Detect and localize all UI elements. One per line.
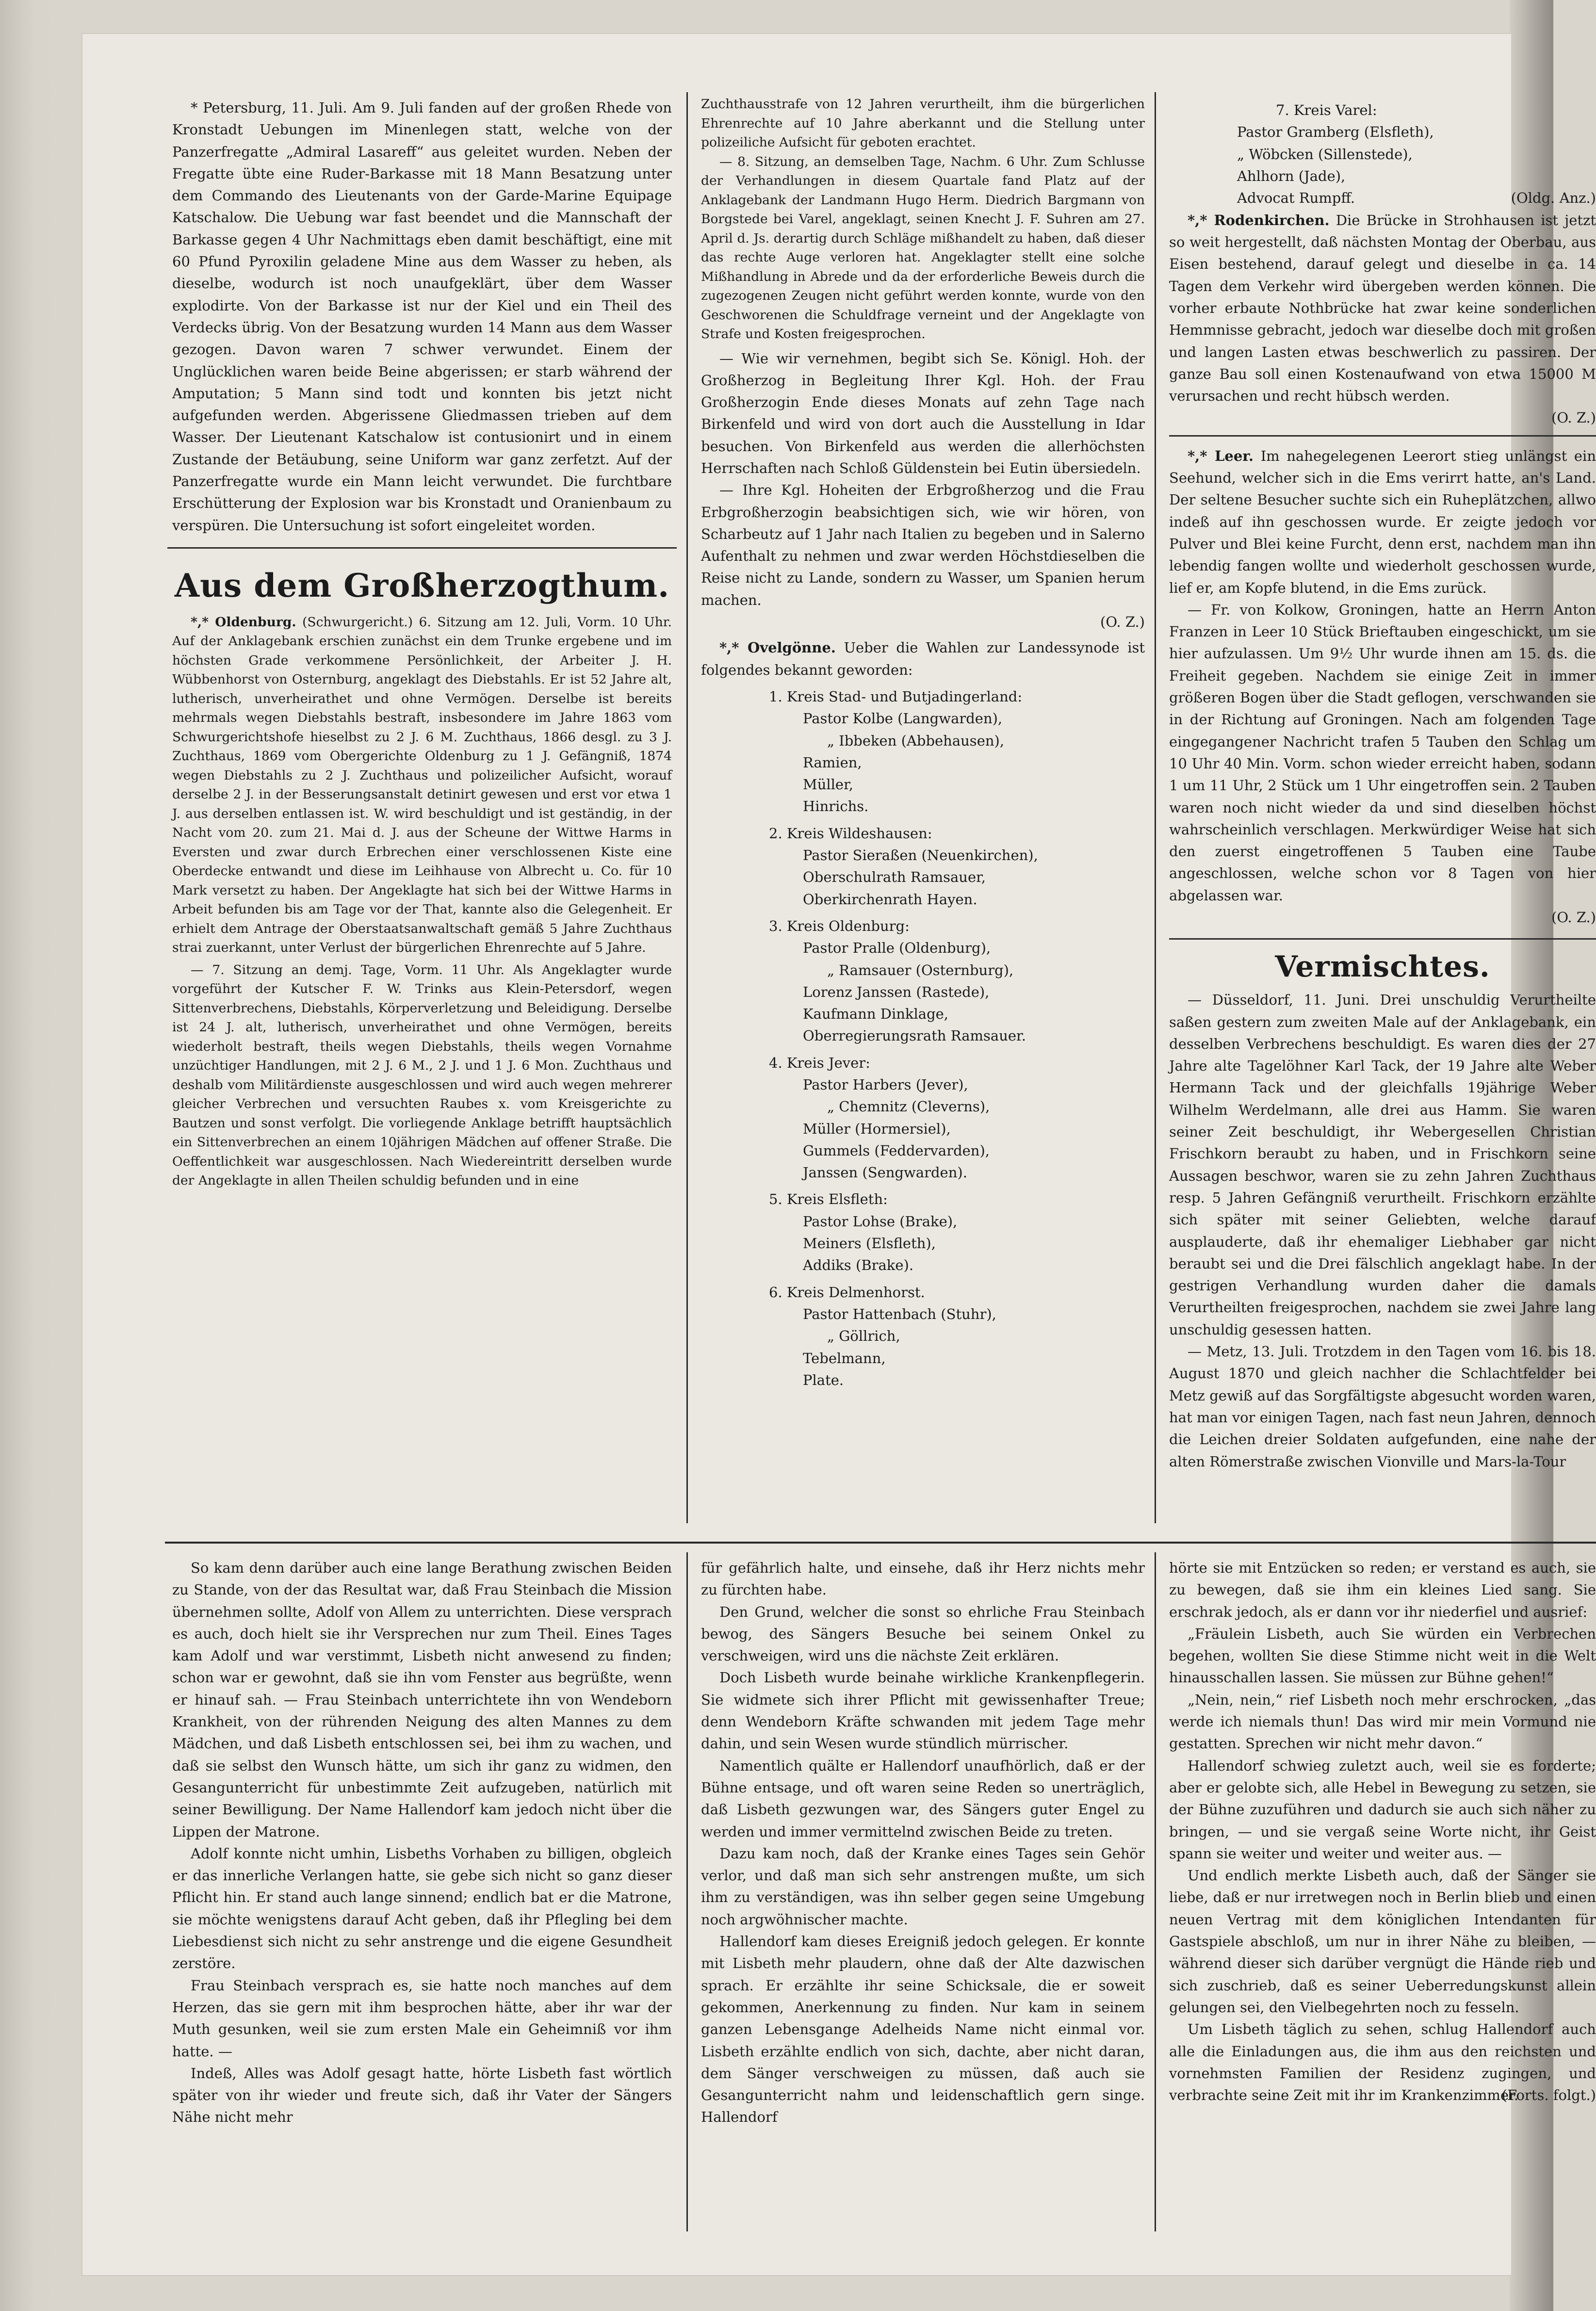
article-grossherzog: — Wie wir vernehmen, begibt sich Se. Königl. Hoh. der Großherzog in Begleitung Ihrer Kgl. Hoh. der Frau Großherzogin Ende dieses Monats auf zehn Tage nach Birkenfeld und wird von dort auch die Ausstellung in Idar besuchen. Von Birkenfeld aus werden die allerhöchsten Herrschaften nach Schloß Güldenstein bei Eutin übersiedeln. [701, 350, 1145, 476]
candidate-name: „ Chemnitz (Cleverns), [827, 1098, 990, 1115]
candidate-name: „ Ibbeken (Abbehausen), [827, 732, 1005, 749]
candidate-name: Müller, [803, 776, 853, 793]
section-heading-vermischtes: Vermischtes. [1275, 950, 1490, 984]
kreis-heading: 4. Kreis Jever: [769, 1054, 870, 1071]
candidate-name: Pastor Hattenbach (Stuhr), [803, 1305, 996, 1322]
feuilleton-paragraph: Namentlich quälte er Hallendorf unaufhörlich, daß er der Bühne entsage, und oft waren seine Reden so unerträglich, daß Lisbeth gezwungen war, des Sängers guter Engel zu werden und immer vermittelnd zwischen Beide zu treten. [701, 1757, 1145, 1840]
election-list [701, 686, 1145, 1391]
rodenkirchen-text: Die Brücke in Strohhausen ist jetzt so weit hergestellt, daß nächsten Montag der Oberbau, aus Eisen bestehend, darauf gelegt und dieselbe in ca. 14 Tagen dem Verkehr wird übergeben werden können. Die vorher erbaute Nothbrücke hat zwar keine sonderlichen Hemmnisse gebracht, jedoch war dieselbe doch mit großen und langen Lasten etwas beschwerlich zu passiren. Der ganze Bau soll einen Kostenaufwand von etwa 15000 M verursachen und recht hübsch werden. [1169, 212, 1596, 405]
candidate-name: Addiks (Brake). [803, 1257, 914, 1274]
source-signature: (O. Z.) [1551, 409, 1596, 426]
article-sitzung-7: — 7. Sitzung an demj. Tage, Vorm. 11 Uhr. Als Angeklagter wurde vorgeführt der Kutscher F. W. Trinks aus Klein-Petersdorf, wegen Sittenverbrechens, Diebstahls, Körperverletzung und Beleidigung. Derselbe ist 24 J. alt, lutherisch, unverheirathet und ohne Vermögen, bereits wiederholt bestraft, theils wegen Diebstahls, theils wegen Vornahme unzüchtiger Handlungen, mit 2 J. 6 M., 2 J. und 1 J. 6 Mon. Zuchthaus und deshalb vom Militärdienste ausgeschlossen und wird auch wegen mehrerer gleicher Verbrechen und versuchten Raubes x. vom Kreisgerichte zu Bautzen und sonst verfolgt. Die vorliegende Anklage betrifft hauptsächlich ein Sittenverbrechen an einem 10jährigen Mädchen auf offener Straße. Die Oeffentlichkeit war ausgeschlossen. Nach Wiedereintritt derselben wurde der Angeklagte in allen Theilen schuldig befunden und in eine [172, 962, 672, 1188]
candidate-name: Pastor Sieraßen (Neuenkirchen), [803, 847, 1038, 864]
article-oldenburg [172, 613, 672, 1190]
candidate-name: Pastor Gramberg (Elsfleth), [1237, 124, 1434, 141]
candidate-name: Advocat Rumpff. [1237, 190, 1355, 207]
article-continuation: Zuchthausstrafe von 12 Jahren verurtheilt, ihm die bürgerlichen Ehrenrechte auf 10 Jahre aberkannt und die Stellung unter polizeiliche Aufsicht für geboten erachtet. [701, 97, 1145, 150]
feuilleton-paragraph: Doch Lisbeth wurde beinahe wirkliche Krankenpflegerin. Sie widmete sich ihrer Pflicht mit gewissenhafter Treue; denn Wendeborn Kräfte schwanden mit jedem Tage mehr dahin, und sein Wesen wurde stündlich mürrischer. [701, 1669, 1145, 1752]
article-rule [1169, 435, 1596, 437]
feuilleton-paragraph: Hallendorf kam dieses Ereigniß jedoch gelegen. Er konnte mit Lisbeth mehr plaudern, ohne daß der Alte dazwischen sprach. Er erzählte ihr seine Schicksale, die er soweit gekommen, Anerkennung zu finden. Nur kam in seinem ganzen Lebensgange Adelheids Name nicht einmal vor. Lisbeth erzählte endlich von sich, dachte, aber nicht daran, dem Sänger verschweigen zu müssen, daß auch sie Gesangunterricht nahm und leidenschaftlich gern singe. Hallendorf [701, 1933, 1145, 2126]
candidate-name: „ Göllrich, [827, 1328, 900, 1345]
candidate-name: „ Ramsauer (Osternburg), [827, 961, 1014, 978]
feuilleton-paragraph: „Nein, nein,“ rief Lisbeth noch mehr erschrocken, „das werde ich niemals thun! Das wird mir mein Vormund nie gestatten. Sprechen wir nicht mehr davon.“ [1169, 1691, 1596, 1752]
dateline-oldenburg: *,* Oldenburg. [191, 614, 296, 630]
source-signature: (O. Z.) [1551, 909, 1596, 926]
article-metz: — Metz, 13. Juli. Trotzdem in den Tagen vom 16. bis 18. August 1870 und gleich nachher die Schlachtfelder bei Metz gewiß auf das Sorgfältigste abgesucht worden waren, hat man vor einigen Tagen, nach fast neun Jahren, dennoch die Leichen dreier Soldaten aufgefunden, eine nahe der alten Römerstraße zwischen Vionville und Mars-la-Tour [1169, 1343, 1596, 1470]
candidate-name: Pastor Lohse (Brake), [803, 1213, 958, 1230]
feuilleton-rule-2 [1155, 1552, 1156, 2231]
article-petersburg: * Petersburg, 11. Juli. Am 9. Juli fanden auf der großen Rhede von Kronstadt Uebungen im Minenlegen statt, welche von der Panzerfregatte „Admiral Lasareff“ aus geleitet wurden. Neben der Fregatte übte eine Ruder-Barkasse mit 18 Mann Besatzung unter dem Commando des Lieutenants von der Garde-Marine Equipage Katschalow. Die Uebung war fast beendet und die Mannschaft der Barkasse gegen 4 Uhr Nachmittags eben damit beschäftigt, eine mit 60 Pfund Pyroxilin geladene Mine aus dem Wasser zu heben, als dieselbe, wodurch ist noch unaufgeklärt, über dem Wasser explodirte. Von der Barkasse ist nur der Kiel und ein Theil des Verdecks übrig. Von der Besatzung wurden 14 Mann aus dem Wasser gezogen. Davon waren 7 schwer verwundet. Einem der Unglücklichen waren beide Beine abgerissen; er starb während der Amputation; 5 Mann sind todt und konnten bis jetzt nicht aufgefunden werden. Abgerissene Gliedmassen trieben auf dem Wasser. Der Lieutenant Katschalow ist contusionirt und in einem Zustande der Betäubung, seine Uniform war ganz zerfetzt. Auf der Panzerfregatte wurde ein Mann leicht verwundet. Die furchtbare Erschütterung der Explosion war bis Kronstadt und Oranienbaum zu verspüren. Die Untersuchung ist sofort eingeleitet worden. [172, 99, 672, 534]
source-signature: (O. Z.) [1100, 614, 1145, 631]
feuilleton-paragraph: Den Grund, welcher die sonst so ehrliche Frau Steinbach bewog, des Sängers Besuche bei seinem Onkel zu verschweigen, wird uns die nächste Zeit erklären. [701, 1603, 1145, 1664]
continuation-note: (Forts. folgt.) [1501, 2087, 1596, 2104]
kreis-heading: 5. Kreis Elsfleth: [769, 1191, 888, 1208]
feuilleton-column-2 [701, 1557, 1145, 2236]
feuilleton-column-3 [1169, 1557, 1596, 2236]
candidate-name: Oberschulrath Ramsauer, [803, 869, 986, 886]
book-spine [0, 0, 58, 2311]
article-sitzung-8: — 8. Sitzung, an demselben Tage, Nachm. 6 Uhr. Zum Schlusse der Verhandlungen in diesem Quartale fand Platz auf der Anklagebank der Landmann Hugo Herm. Diedrich Bargmann von Borgstede bei Varel, angeklagt, seinen Knecht J. F. Suhren am 27. April d. Js. derartig durch Schläge mißhandelt zu haben, daß dieser das rechte Auge verloren hat. Angeklagter stellt eine solche Mißhandlung in Abrede und da der erforderliche Beweis durch die zugezogenen Zeugen nicht geführt werden konnte, wurde von den Geschworenen die Schuldfrage verneint und der Angeklagte von Strafe und Kosten freigesprochen. [701, 154, 1145, 342]
feuilleton-column-1 [172, 1557, 672, 2236]
candidate-name: Ahlhorn (Jade), [1237, 167, 1346, 184]
candidate-name: Gummels (Feddervarden), [803, 1142, 990, 1159]
kreis-heading: 1. Kreis Stad- und Butjadingerland: [769, 688, 1023, 705]
candidate-name: Oberkirchenrath Hayen. [803, 891, 977, 908]
column-rule-1 [686, 92, 688, 1523]
feuilleton-rule [165, 1542, 1596, 1544]
candidate-name: Oberregierungsrath Ramsauer. [803, 1027, 1026, 1044]
feuilleton-paragraph: Hallendorf schwieg zuletzt auch, weil sie es forderte; aber er gelobte sich, alle Hebel in Bewegung zu setzen, sie der Bühne zuzuführen und dadurch sie auch sich näher zu bringen, — und sie vergaß seine Worte nicht, ihr Geist spann sie weiter und weiter und weiter aus. — [1169, 1757, 1596, 1862]
candidate-name: Meiners (Elsfleth), [803, 1235, 936, 1252]
candidate-name: „ Wöbcken (Sillenstede), [1237, 146, 1413, 163]
candidate-name: Pastor Kolbe (Langwarden), [803, 710, 1003, 727]
newspaper-page [82, 34, 1596, 2275]
leer-text: Im nahegelegenen Leerort stieg unlängst ein Seehund, welcher sich in die Ems verirrt hatte, an's Land. Der seltene Besucher suchte sich ein Ruheplätzchen, allwo indeß auf ihn geschossen wurde. Er zeigte jedoch vor Pulver und Blei keine Furcht, denn erst, nachdem man ihn lebendig fangen wollte und wiederholt geschossen wurde, lief er, am Kopfe blutend, in die Ems zurück. [1169, 447, 1596, 596]
section-heading-grossherzogthum: Aus dem Großherzogthum. [174, 566, 670, 604]
candidate-name: Hinrichs. [803, 798, 869, 815]
column-rule-2 [1155, 92, 1156, 1523]
feuilleton-paragraph: „Fräulein Lisbeth, auch Sie würden ein Verbrechen begehen, wollten Sie diese Stimme nicht weit in die Welt hinausschallen lassen. Sie müssen zur Bühne gehen!“ [1169, 1625, 1596, 1686]
feuilleton-paragraph: für gefährlich halte, und einsehe, daß ihr Herz nichts mehr zu fürchten habe. [701, 1560, 1145, 1598]
column-1 [172, 97, 672, 1533]
candidate-name: Pastor Pralle (Oldenburg), [803, 940, 991, 957]
article-erbgrossherzog: — Ihre Kgl. Hoheiten der Erbgroßherzog und die Frau Erbgroßherzogin beabsichtigen sich, wie wir hören, von Scharbeutz auf 1 Jahr nach Italien zu begeben und in Salerno Aufenthalt zu nehmen und zwar werden Höchstdieselben die Reise nicht zu Lande, sondern zu Wasser, um Spanien herum machen. [701, 482, 1145, 608]
dateline-leer: *,* Leer. [1188, 447, 1254, 464]
election-list-kreis-7 [1169, 99, 1596, 210]
feuilleton-paragraph: So kam denn darüber auch eine lange Berathung zwischen Beiden zu Stande, von der das Resultat war, daß Frau Steinbach die Mission übernehmen sollte, Adolf von Allem zu unterrichten. Diese versprach es auch, doch hielt sie ihr Versprechen nur zum Theil. Eines Tages kam Adolf und war verstimmt, Lisbeth nicht anwesend zu finden; schon war er gewohnt, daß sie ihn vom Fenster aus begrüßte, wenn er hinauf sah. — Frau Steinbach unterrichtete ihn von Wendeborn Krankheit, von der rührenden Neigung des alten Mannes zu dem Mädchen, und daß Lisbeth entschlossen sei, bei ihm zu wachen, und daß sie selbst den Wunsch hätte, um sich ihr ganz zu widmen, den Gesangunterricht für unbestimmte Zeit aufzugeben, natürlich mit seiner Bewilligung. Der Name Hallendorf kam jedoch nicht über die Lippen der Matrone. [172, 1560, 672, 1840]
candidate-name: Lorenz Janssen (Rastede), [803, 983, 990, 1000]
column-2 [701, 95, 1145, 1533]
feuilleton-paragraph: Adolf konnte nicht umhin, Lisbeths Vorhaben zu billigen, obgleich er das innerliche Verlangen hatte, sie gebe sich nicht so ganz dieser Pflicht hin. Er stand auch lange sinnend; endlich bat er die Matrone, sie möchte wenigstens darauf Acht geben, daß ihr Pflegling bei dem Liebesdienst sich nicht zu sehr anstrenge und die eigene Gesundheit zerstöre. [172, 1845, 672, 1972]
section-rule [1169, 938, 1596, 940]
article-brieftauben: — Fr. von Kolkow, Groningen, hatte an Herrn Anton Franzen in Leer 10 Stück Brieftauben eingeschickt, um sie hier aufzulassen. Um 9½ Uhr wurde ihnen am 15. ds. die Freiheit gegeben. Nachdem sie einige Zeit in immer größeren Bogen über die Stadt geflogen, verschwanden sie in der Richtung auf Groningen. Nach am folgenden Tage eingegangener Nachricht trafen 5 Tauben den Schlag um 10 Uhr 40 Min. Vorm. schon wieder erreicht haben, sodann 1 um 11 Uhr, 2 Stück um 1 Uhr eingetroffen sein. 2 Tauben waren noch nicht wieder da und sind dieselben höchst wahrscheinlich verschlagen. Merkwürdiger Weise hat sich den zuerst eingetroffenen 5 Tauben eine Taube angeschlossen, welche schon vor 8 Tagen von hier abgelassen war. [1169, 601, 1596, 904]
feuilleton-paragraph: Frau Steinbach versprach es, sie hatte noch manches auf dem Herzen, das sie gern mit ihm besprochen hätte, aber ihr war der Muth gesunken, weil sie zum ersten Male ein Geheimniß vor ihm hatte. — [172, 1977, 672, 2060]
kreis-heading: 2. Kreis Wildeshausen: [769, 825, 932, 842]
candidate-name: Tebelmann, [803, 1350, 886, 1367]
feuilleton-paragraph: Indeß, Alles was Adolf gesagt hatte, hörte Lisbeth fast wörtlich später von ihr wieder und freute sich, daß ihr Vater der Sängers Nähe nicht mehr [172, 2065, 672, 2126]
candidate-name: Pastor Harbers (Jever), [803, 1076, 968, 1093]
candidate-name: Janssen (Sengwarden). [803, 1164, 967, 1181]
dateline-rodenkirchen: *,* Rodenkirchen. [1188, 212, 1330, 228]
oldenburg-text: (Schwurgericht.) 6. Sitzung am 12. Juli, Vorm. 10 Uhr. Auf der Anklagebank erschien zunächst ein dem Trunke ergebene und im höchsten Grade verkommene Persönlichkeit, der Arbeiter J. H. Wübbenhorst von Osternburg, angeklagt des Diebstahls. Er ist 52 Jahre alt, lutherisch, unverheirathet und ohne Vermögen. Derselbe ist bereits mehrmals wegen Diebstahls bestraft, insbesondere im Jahre 1863 vom Schwurgerichtshofe hieselbst zu 2 J. 6 M. Zuchthaus, 1866 desgl. zu 3 J. Zuchthaus, 1869 vom Obergerichte Oldenburg zu 1 J. Gefängniß, 1874 wegen Diebstahls zu 2 J. Zuchthaus und polizeilicher Aufsicht, worauf derselbe 2 J. in der Besserungsanstalt detinirt gewesen und erst vor etwa 1 J. aus derselben entlassen ist. W. wird beschuldigt und ist geständig, in der Nacht vom 20. zum 21. Mai d. J. aus der Scheune der Wittwe Harms in Eversten und zwar durch Erbrechen einer verschlossenen Kiste eine Oberdecke entwandt und diese im Leihhause von Albrecht u. Co. für 10 Mark versetzt zu haben. Der Angeklagte hat sich bei der Wittwe Harms in Arbeit befunden bis am Tage vor der That, kannte also die Gelegenheit. Er erhielt dem Antrage der Oberstaatsanwaltschaft gemäß 5 Jahre Zuchthaus strai zuerkannt, unter Verlust der bürgerlichen Ehrenrechte auf 5 Jahre. [172, 614, 672, 956]
candidate-name: Ramien, [803, 754, 862, 771]
candidate-name: Plate. [803, 1371, 844, 1388]
column-3 [1169, 95, 1596, 1533]
feuilleton-rule-1 [686, 1552, 688, 2231]
kreis-heading: 7. Kreis Varel: [1276, 102, 1377, 118]
source-signature: (Oldg. Anz.) [1511, 190, 1596, 207]
feuilleton-paragraph: hörte sie mit Entzücken so reden; er verstand es auch, sie zu bewegen, daß sie ihm ein kleines Lied sang. Sie erschrak jedoch, als er dann vor ihr niederfiel und ausrief: [1169, 1560, 1596, 1620]
candidate-name: Müller (Hormersiel), [803, 1120, 951, 1137]
article-duesseldorf: — Düsseldorf, 11. Juni. Drei unschuldig Verurtheilte saßen gestern zum zweiten Male auf der Anklagebank, ein desselben Verbrechens beschuldigt. Es waren dies der 27 Jahre alte Tagelöhner Karl Tack, der 19 Jahre alte Weber Hermann Tack und der gleichfalls 19jährige Weber Wilhelm Werdelmann, alle drei aus Hamm. Sie waren seiner Zeit beschuldigt, ihr Webergesellen Christian Frischkorn beraubt zu haben, und in Frischkorn seine Aussagen beschwor, waren sie zu zehn Jahren Zuchthaus resp. 5 Jahren Gefängniß verurtheilt. Frischkorn erzählte sich später mit seiner Geliebten, welche darauf ausplauderte, daß ihr ehemaliger Liebhaber gar nicht beraubt sei und die Drei fälschlich angeklagt habe. In der gestrigen Verhandlung wurden daher die damals Verurtheilten freigesprochen, nachdem sie zwei Jahre lang unschuldig gesessen hatten. [1169, 992, 1596, 1338]
feuilleton-paragraph: Um Lisbeth täglich zu sehen, schlug Hallendorf auch alle die Einladungen aus, die ihm aus den reichsten und vornehmsten Familien der Residenz zugingen, und verbrachte seine Zeit mit ihr im Krankenzimmer. [1169, 2021, 1596, 2104]
ovelgoenne-text: Ueber die Wahlen zur Landessynode ist folgendes bekannt geworden: [701, 639, 1145, 678]
feuilleton-paragraph: Dazu kam noch, daß der Kranke eines Tages sein Gehör verlor, und daß man sich sehr anstrengen mußte, um sich ihm zu verständigen, was ihn selber gegen seine Umgebung noch argwöhnischer machte. [701, 1845, 1145, 1928]
dateline-ovelgoenne: *,* Ovelgönne. [719, 639, 836, 656]
kreis-heading: 6. Kreis Delmenhorst. [769, 1284, 925, 1301]
section-rule [167, 547, 677, 549]
candidate-name: Kaufmann Dinklage, [803, 1006, 949, 1023]
kreis-heading: 3. Kreis Oldenburg: [769, 917, 910, 934]
feuilleton-paragraph: Und endlich merkte Lisbeth auch, daß der Sänger sie liebe, daß er nur irretwegen noch in Berlin blieb und einen neuen Vertrag mit dem königlichen Intendanten für Gastspiele abschloß, um nur in ihrer Nähe zu bleiben, — während dieser sich darüber vergnügt die Hände rieb und sich zuschrieb, daß es seiner Ueberredungskunst allein gelungen sei, den Vielbegehrten noch zu fesseln. [1169, 1867, 1596, 2016]
